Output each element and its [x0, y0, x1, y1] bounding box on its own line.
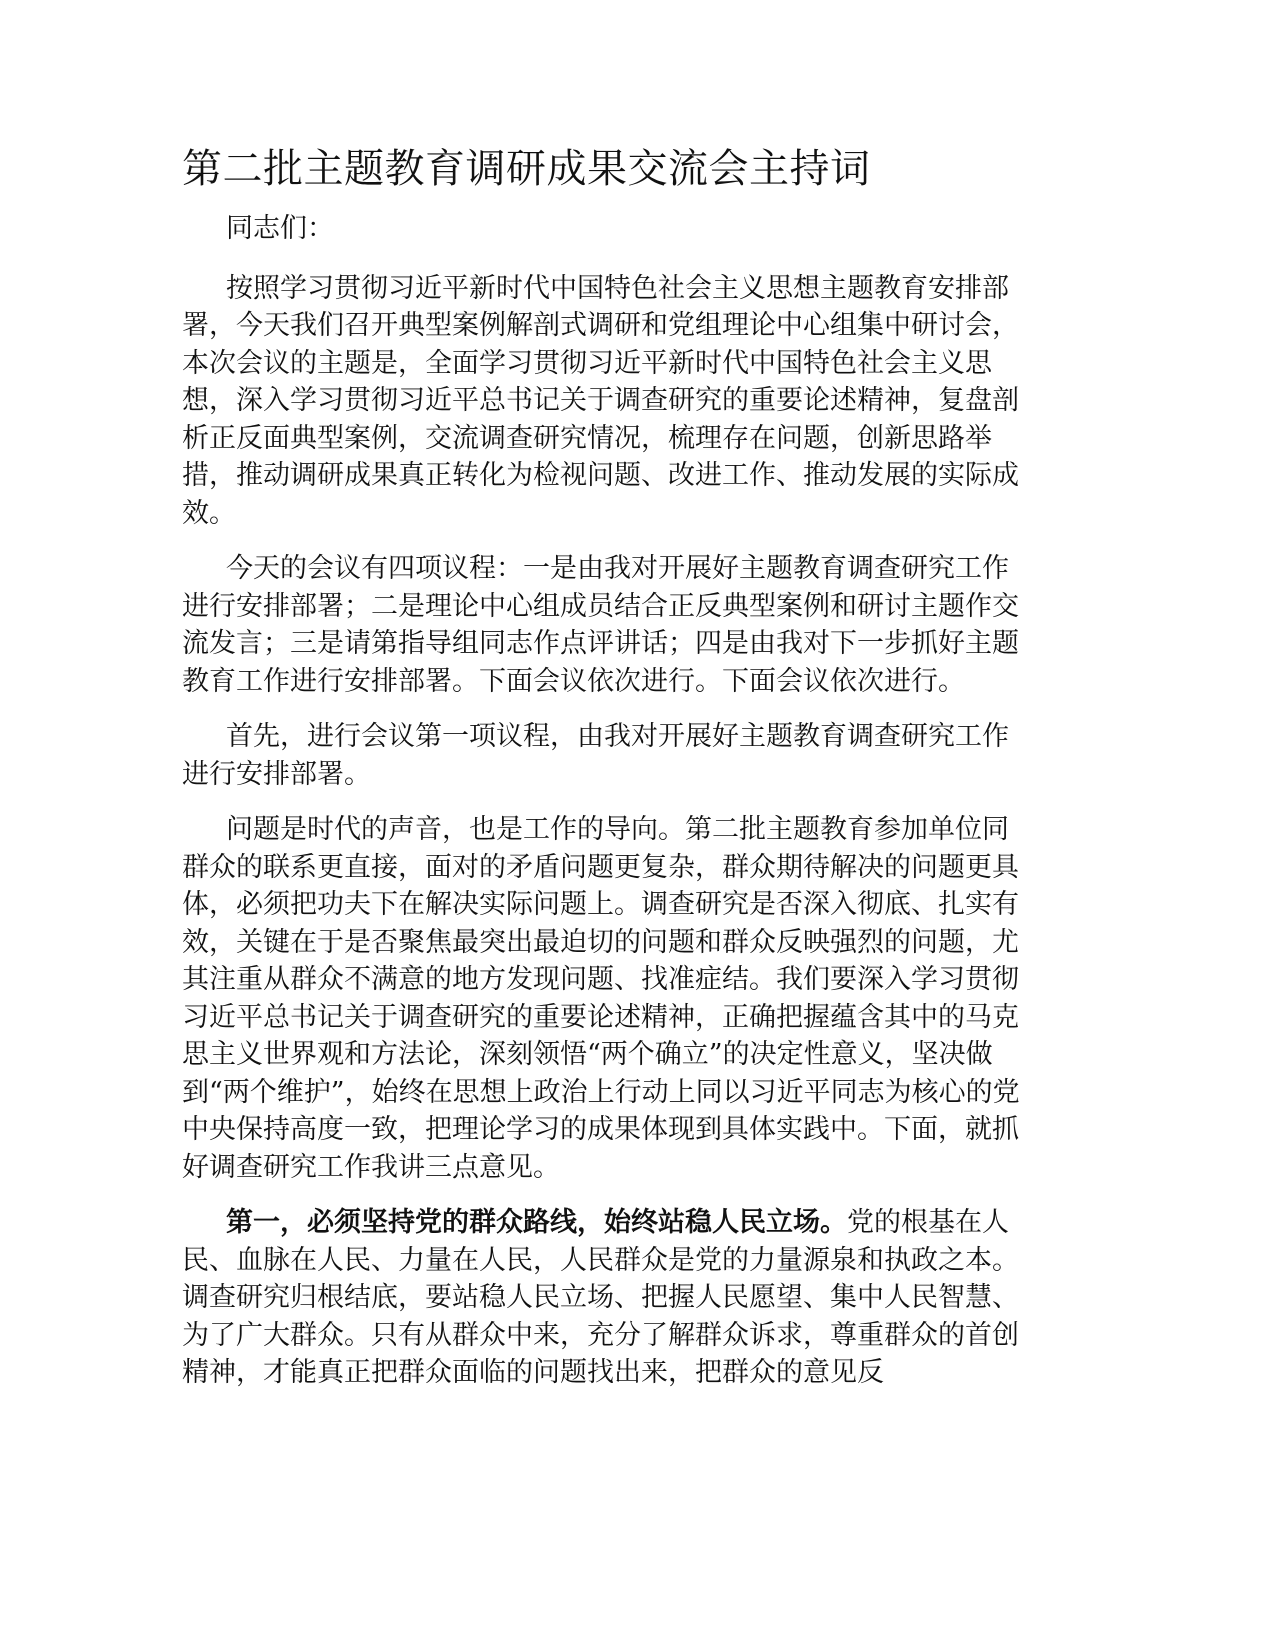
- paragraph-4: [182, 811, 1028, 1186]
- paragraph-5-text: 党的根基在人民、血脉在人民、力量在人民，人民群众是党的力量源泉和执政之本。调查研究归根结底，要站稳人民立场、把握人民愿望、集中人民智慧、为了广大群众。只有从群众中来，充分了解群众诉求，尊重群众的首创精神，才能真正把群众面临的问题找出来，把群众的意见反: [182, 1207, 1019, 1388]
- greeting: 同志们：: [226, 213, 334, 244]
- paragraph-5-lead: 第一，必须坚持党的群众路线，始终站稳人民立场。: [226, 1207, 847, 1238]
- paragraph-4-text: 问题是时代的声音，也是工作的导向。第二批主题教育参加单位同群众的联系更直接，面对的矛盾问题更复杂，群众期待解决的问题更具体，必须把功夫下在解决实际问题上。调查研究是否深入彻底、扎实有效，关键在于是否聚焦最突出最迫切的问题和群众反映强烈的问题，尤其注重从群众不满意的地方发现问题、找准症结。我们要深入学习贯彻习近平总书记关于调查研究的重要论述精神，正确把握蕴含其中的马克思主义世界观和方法论，深刻领悟“两个确立”的决定性意义，坚决做到“两个维护”，始终在思想上政治上行动上同以习近平同志为核心的党中央保持高度一致，把理论学习的成果体现到具体实践中。下面，就抓好调查研究工作我讲三点意见。: [182, 814, 1020, 1183]
- paragraph-5: [182, 1204, 1028, 1392]
- paragraph-3-text: 首先，进行会议第一项议程，由我对开展好主题教育调查研究工作进行安排部署。: [182, 721, 1009, 790]
- paragraph-2: [182, 550, 1028, 700]
- paragraph-3: [182, 718, 1028, 793]
- document-body: [182, 210, 1028, 1410]
- paragraph-1: [182, 270, 1028, 533]
- paragraph-2-text: 今天的会议有四项议程：一是由我对开展好主题教育调查研究工作进行安排部署；二是理论中心组成员结合正反典型案例和研讨主题作交流发言；三是请第指导组同志作点评讲话；四是由我对下一步抓好主题教育工作进行安排部署。下面会议依次进行。下面会议依次进行。: [182, 553, 1019, 697]
- document-title: 第二批主题教育调研成果交流会主持词: [182, 146, 871, 192]
- paragraph-1-text: 按照学习贯彻习近平新时代中国特色社会主义思想主题教育安排部署，今天我们召开典型案例解剖式调研和党组理论中心组集中研讨会，本次会议的主题是，全面学习贯彻习近平新时代中国特色社会主义思想，深入学习贯彻习近平总书记关于调查研究的重要论述精神，复盘剖析正反面典型案例，交流调查研究情况，梳理存在问题，创新思路举措，推动调研成果真正转化为检视问题、改进工作、推动发展的实际成效。: [182, 272, 1019, 529]
